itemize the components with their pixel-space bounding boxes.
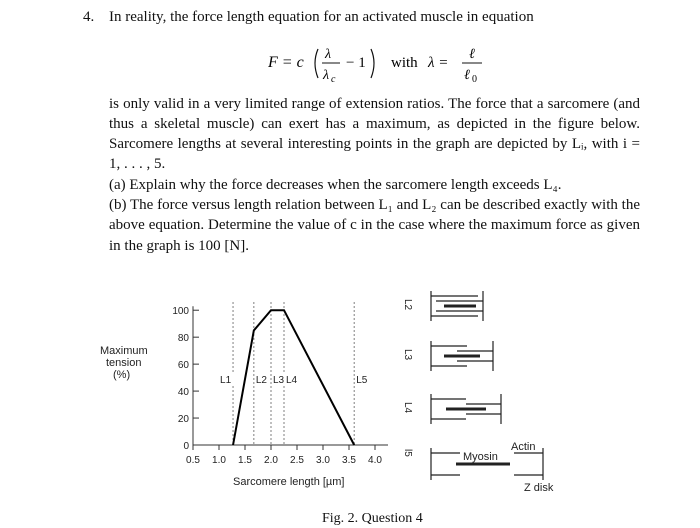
eq-minus-one: − 1 bbox=[346, 55, 366, 71]
eq-lhs: F = c bbox=[268, 54, 304, 71]
sarcomere-l4 bbox=[431, 394, 501, 424]
y-tick-label: 20 bbox=[177, 414, 189, 426]
marker-label-l2: L2 bbox=[255, 375, 267, 386]
x-tick-label: 2.5 bbox=[290, 455, 304, 466]
y-tick-label: 0 bbox=[183, 441, 189, 452]
x-tick-label: 3.0 bbox=[316, 455, 330, 466]
marker-label-l5: L5 bbox=[356, 375, 368, 386]
sarcomere-l3 bbox=[431, 341, 493, 371]
y-label-2: tension bbox=[106, 357, 142, 369]
question-number: 4. bbox=[83, 9, 95, 25]
part-b-line-2: above equation. Determine the value of c in the case where the maximum force as given bbox=[109, 217, 640, 233]
question-intro-line: In reality, the force length equation for an activated muscle in equation bbox=[109, 9, 534, 25]
marker-label-l1: L1 bbox=[220, 375, 232, 386]
eq-lambda-eq: λ = bbox=[428, 55, 449, 71]
y-tick-label: 40 bbox=[177, 387, 189, 399]
paragraph-line-3: Sarcomere lengths at several interesting points in the graph are depicted by Lᵢ, with i = bbox=[109, 136, 640, 152]
label-l2: L2 bbox=[402, 299, 413, 311]
x-tick-label: 2.0 bbox=[264, 455, 278, 466]
sarcomere-l2 bbox=[431, 291, 483, 321]
eq-c-sub: c bbox=[331, 74, 336, 85]
marker-label-l3: L3 bbox=[273, 375, 285, 386]
paragraph-line-4: 1, . . . , 5. bbox=[109, 156, 166, 172]
y-tick-label: 80 bbox=[177, 333, 189, 345]
x-tick-label: 4.0 bbox=[368, 455, 382, 466]
x-tick-label: 1.5 bbox=[238, 455, 252, 466]
x-tick-label: 0.5 bbox=[186, 455, 200, 466]
force-length-equation bbox=[268, 40, 508, 86]
z-disk-label: Z disk bbox=[524, 482, 554, 494]
part-b-line-3: in the graph is 100 [N]. bbox=[109, 238, 249, 254]
figure-caption: Fig. 2. Question 4 bbox=[322, 511, 423, 526]
y-tick-label: 60 bbox=[177, 360, 189, 372]
x-axis-label: Sarcomere length [µm] bbox=[233, 476, 345, 488]
paragraph-line-2: thus a skeletal muscle) can exert has a maximum, as depicted in the figure below. bbox=[109, 116, 640, 132]
y-tick-label: 100 bbox=[172, 306, 189, 318]
eq-zero-sub: 0 bbox=[472, 74, 477, 85]
paragraph-line-1: is only valid in a very limited range of extension ratios. The force that a sarcomere (and bbox=[109, 96, 640, 112]
eq-paren-left bbox=[315, 49, 318, 78]
y-label-1: Maximum bbox=[100, 345, 148, 357]
actin-label: Actin bbox=[511, 441, 536, 453]
label-l3: L3 bbox=[402, 349, 413, 361]
eq-with: with bbox=[391, 55, 418, 71]
eq-ell0: ℓ bbox=[464, 68, 470, 83]
figure bbox=[100, 285, 580, 512]
eq-lambda-c: λ bbox=[323, 68, 330, 83]
x-tick-label: 1.0 bbox=[212, 455, 226, 466]
x-tick-label: 3.5 bbox=[342, 455, 356, 466]
label-l4: L4 bbox=[402, 402, 413, 414]
part-a: (a) Explain why the force decreases when the sarcomere length exceeds L₄. bbox=[109, 177, 562, 193]
eq-lambda: λ bbox=[325, 47, 332, 62]
myosin-label: Myosin bbox=[463, 451, 498, 463]
eq-ell: ℓ bbox=[469, 47, 475, 62]
y-label-3: (%) bbox=[113, 369, 131, 381]
part-b-line-1: (b) The force versus length relation between L₁ and L₂ can be described exactly with the bbox=[109, 197, 640, 213]
marker-label-l4: L4 bbox=[286, 375, 298, 386]
eq-paren-right bbox=[371, 49, 374, 78]
tension-length-chart bbox=[100, 302, 388, 488]
label-l5: l5 bbox=[402, 449, 413, 457]
